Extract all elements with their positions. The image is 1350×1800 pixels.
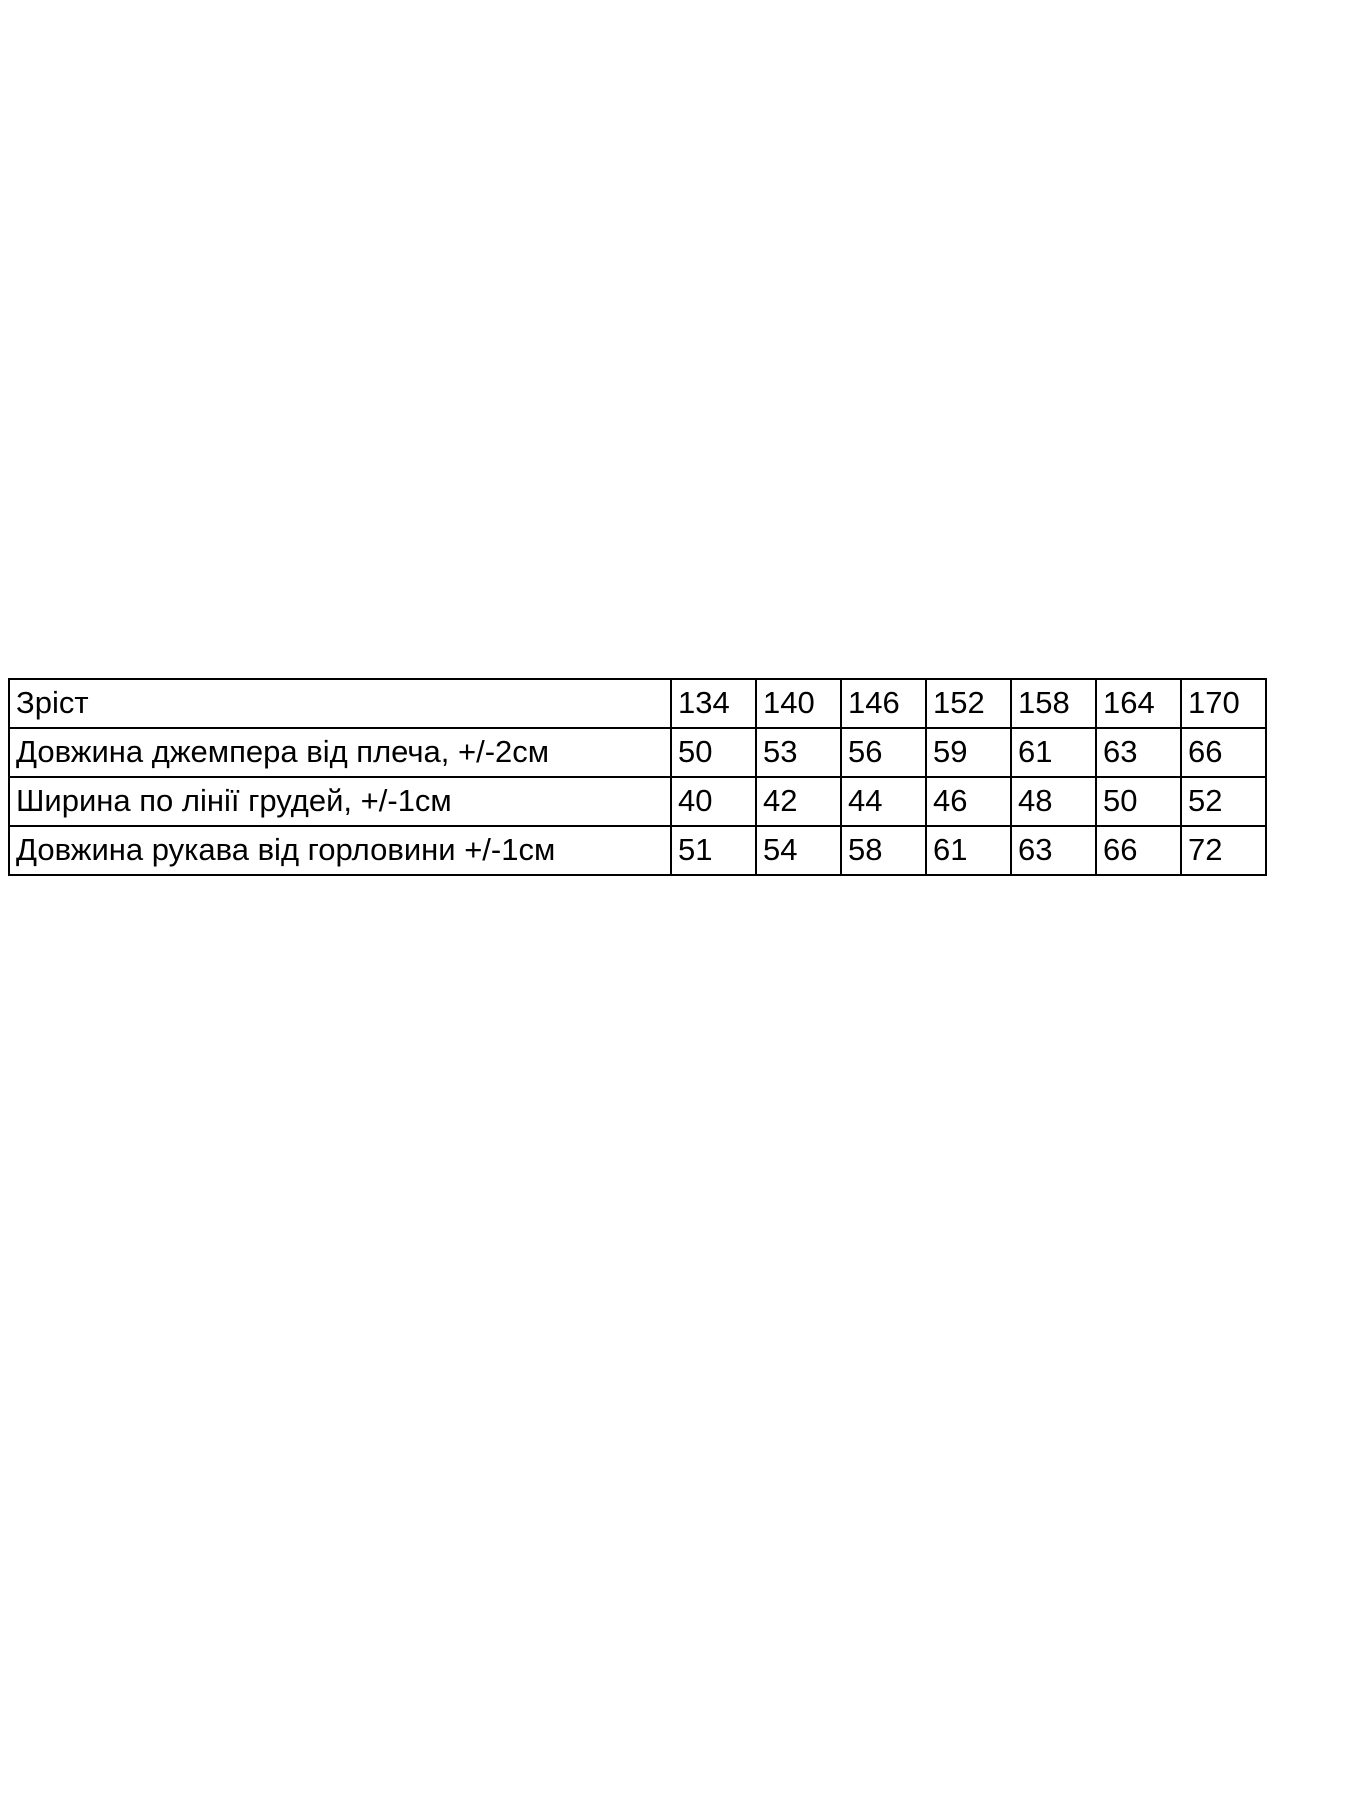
row-value: 66: [1181, 728, 1266, 777]
row-value: 63: [1096, 728, 1181, 777]
row-value: 44: [841, 777, 926, 826]
row-value: 50: [671, 728, 756, 777]
row-value: 40: [671, 777, 756, 826]
row-label: Ширина по лінії грудей, +/-1см: [9, 777, 671, 826]
row-value: 46: [926, 777, 1011, 826]
table-row: [9, 679, 1266, 728]
row-value: 59: [926, 728, 1011, 777]
table-row: [9, 777, 1266, 826]
row-value: 53: [756, 728, 841, 777]
row-value: 152: [926, 679, 1011, 728]
row-value: 140: [756, 679, 841, 728]
row-value: 51: [671, 826, 756, 875]
row-value: 54: [756, 826, 841, 875]
row-value: 134: [671, 679, 756, 728]
row-value: 61: [1011, 728, 1096, 777]
row-value: 58: [841, 826, 926, 875]
row-value: 170: [1181, 679, 1266, 728]
row-label: Довжина джемпера від плеча, +/-2см: [9, 728, 671, 777]
row-value: 164: [1096, 679, 1181, 728]
row-value: 158: [1011, 679, 1096, 728]
table-row: [9, 728, 1266, 777]
row-value: 61: [926, 826, 1011, 875]
size-chart-container: [8, 678, 1240, 876]
row-value: 42: [756, 777, 841, 826]
size-chart-body: [9, 679, 1266, 875]
row-value: 63: [1011, 826, 1096, 875]
row-label: Довжина рукава від горловини +/-1см: [9, 826, 671, 875]
row-value: 50: [1096, 777, 1181, 826]
row-value: 56: [841, 728, 926, 777]
row-value: 72: [1181, 826, 1266, 875]
row-value: 146: [841, 679, 926, 728]
row-value: 66: [1096, 826, 1181, 875]
size-chart-table: [8, 678, 1267, 876]
table-row: [9, 826, 1266, 875]
row-value: 52: [1181, 777, 1266, 826]
row-label: Зріст: [9, 679, 671, 728]
row-value: 48: [1011, 777, 1096, 826]
